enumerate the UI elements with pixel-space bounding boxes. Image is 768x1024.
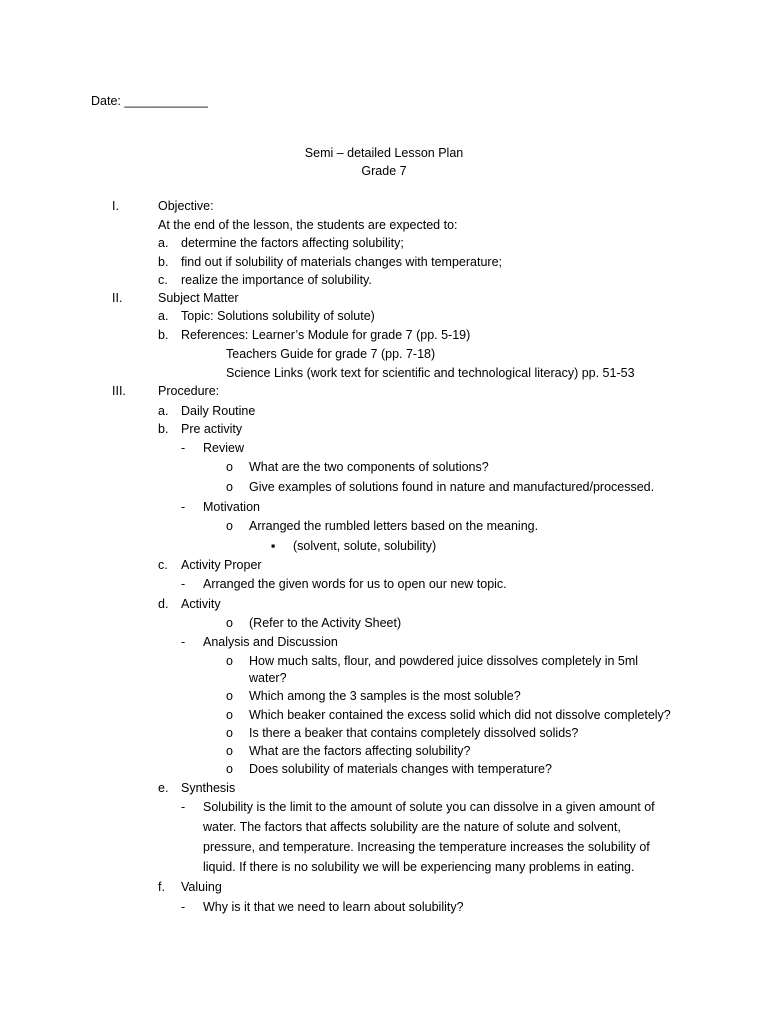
objective-item: [158, 255, 502, 270]
subject-item: [158, 328, 470, 343]
circle-marker: o: [226, 616, 233, 630]
bullet-text: (solvent, solute, solubility): [293, 539, 437, 553]
procedure-step: [158, 597, 221, 612]
bullet-item: [226, 744, 470, 759]
procedure-step: [158, 880, 222, 895]
section-heading-objective: Objective:: [158, 199, 214, 213]
objective-item: [158, 236, 404, 251]
procedure-step: [158, 781, 235, 796]
step-text: Synthesis: [181, 781, 236, 795]
dash-marker: -: [181, 500, 186, 514]
bullet-item: [226, 616, 401, 631]
bullet-item: [271, 539, 436, 554]
bullet-text: Is there a beaker that contains completely dissolved solids?: [249, 726, 579, 740]
sub-item: [181, 500, 260, 515]
item-label: a.: [158, 309, 169, 323]
circle-marker: o: [226, 744, 233, 758]
bullet-text: What are the two components of solutions?: [249, 460, 489, 474]
objective-intro: At the end of the lesson, the students are expected to:: [158, 218, 458, 232]
bullet-text: Does solubility of materials changes with temperature?: [249, 762, 552, 776]
sub-item: [181, 635, 338, 650]
dash-marker: -: [181, 441, 186, 455]
paragraph-line: liquid. If there is no solubility we will be experiencing many problems in eating.: [203, 860, 635, 874]
sub-item: [181, 441, 244, 456]
step-label: d.: [158, 597, 169, 611]
sub-item-text: Motivation: [203, 500, 260, 514]
synthesis-paragraph: [181, 800, 655, 815]
step-label: c.: [158, 558, 168, 572]
item-label: a.: [158, 236, 169, 250]
bullet-item: [226, 689, 521, 704]
bullet-text: Give examples of solutions found in nature and manufactured/processed.: [249, 480, 655, 494]
dash-marker: -: [181, 635, 186, 649]
section-heading-subject-matter: Subject Matter: [158, 291, 239, 305]
bullet-text: (Refer to the Activity Sheet): [249, 616, 402, 630]
sub-item: [181, 577, 507, 592]
item-text: Topic: Solutions solubility of solute): [181, 309, 375, 323]
paragraph-line: Solubility is the limit to the amount of solute you can dissolve in a given amount of: [203, 800, 655, 814]
circle-marker: o: [226, 654, 233, 668]
item-text: find out if solubility of materials changes with temperature;: [181, 255, 502, 269]
procedure-step: [158, 404, 255, 419]
bullet-text: Arranged the rumbled letters based on the meaning.: [249, 519, 539, 533]
square-marker: ▪: [271, 539, 276, 553]
paragraph-line: water. The factors that affects solubility are the nature of solute and solvent,: [203, 820, 621, 834]
section-number-i: I.: [112, 199, 119, 213]
sub-item-text: Review: [203, 441, 244, 455]
item-text: realize the importance of solubility.: [181, 273, 372, 287]
bullet-item: [226, 654, 638, 669]
item-label: b.: [158, 255, 169, 269]
item-label: b.: [158, 328, 169, 342]
circle-marker: o: [226, 762, 233, 776]
item-text: References: Learner’s Module for grade 7 (pp. 5-19): [181, 328, 471, 342]
bullet-item: [226, 708, 671, 723]
bullet-text: Which among the 3 samples is the most soluble?: [249, 689, 521, 703]
section-number-iii: III.: [112, 384, 126, 398]
circle-marker: o: [226, 480, 233, 494]
circle-marker: o: [226, 726, 233, 740]
page-title: Semi – detailed Lesson Plan: [304, 146, 464, 160]
dash-marker: -: [181, 900, 186, 914]
dash-marker: -: [181, 577, 186, 591]
circle-marker: o: [226, 460, 233, 474]
section-heading-procedure: Procedure:: [158, 384, 220, 398]
step-text: Activity: [181, 597, 221, 611]
bullet-item: [226, 726, 578, 741]
sub-item-text: Arranged the given words for us to open our new topic.: [203, 577, 507, 591]
sub-item-text: Why is it that we need to learn about solubility?: [203, 900, 464, 914]
objective-item: [158, 273, 372, 288]
procedure-step: [158, 422, 242, 437]
step-text: Pre activity: [181, 422, 243, 436]
date-field: Date: ____________: [91, 94, 208, 108]
circle-marker: o: [226, 689, 233, 703]
step-label: f.: [158, 880, 165, 894]
reference-line: Science Links (work text for scientific and technological literacy) pp. 51-53: [226, 366, 635, 380]
item-label: c.: [158, 273, 168, 287]
section-number-ii: II.: [112, 291, 123, 305]
paragraph-line: pressure, and temperature. Increasing the temperature increases the solubility of: [203, 840, 650, 854]
procedure-step: [158, 558, 262, 573]
sub-item-text: Analysis and Discussion: [203, 635, 338, 649]
step-text: Daily Routine: [181, 404, 256, 418]
item-text: determine the factors affecting solubility;: [181, 236, 404, 250]
step-text: Activity Proper: [181, 558, 262, 572]
bullet-text: Which beaker contained the excess solid which did not dissolve completely?: [249, 708, 671, 722]
reference-line: Teachers Guide for grade 7 (pp. 7-18): [226, 347, 436, 361]
step-label: b.: [158, 422, 169, 436]
sub-item: [181, 900, 464, 915]
bullet-text: What are the factors affecting solubility?: [249, 744, 471, 758]
bullet-item: [226, 480, 654, 495]
subject-item: [158, 309, 375, 324]
bullet-continuation: water?: [249, 671, 287, 685]
circle-marker: o: [226, 519, 233, 533]
bullet-text: How much salts, flour, and powdered juice dissolves completely in 5ml: [249, 654, 639, 668]
step-text: Valuing: [181, 880, 222, 894]
circle-marker: o: [226, 708, 233, 722]
bullet-item: [226, 519, 538, 534]
page-subtitle: Grade 7: [361, 164, 407, 178]
step-label: e.: [158, 781, 169, 795]
bullet-item: [226, 460, 489, 475]
bullet-item: [226, 762, 552, 777]
step-label: a.: [158, 404, 169, 418]
dash-marker: -: [181, 800, 186, 814]
